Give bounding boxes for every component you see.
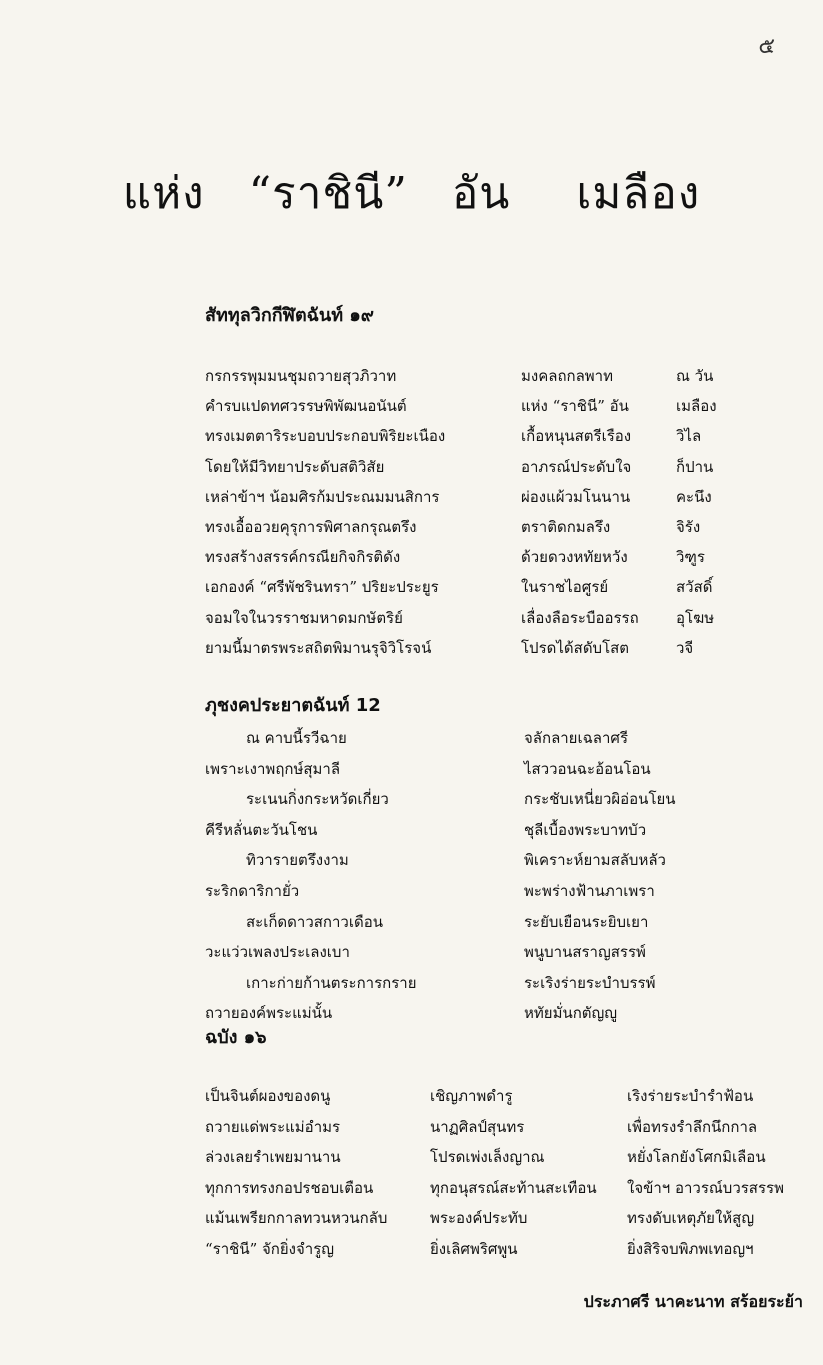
- verse-text: โปรดได้สดับโสต: [521, 638, 630, 657]
- verse-text: ทุกอนุสรณ์สะท้านสะเทือน: [430, 1178, 597, 1197]
- verse-text: จลักลายเฉลาศรี: [524, 729, 629, 747]
- verse-text: หทัยมั่นกตัญญู: [524, 1004, 618, 1023]
- verse-text: ด้วยดวงหทัยหวัง: [521, 548, 628, 567]
- verse-text: ทุกการทรงกอปรชอบเตือน: [205, 1178, 374, 1197]
- verse-text: สวัสดิ์: [676, 578, 713, 597]
- verse-text: ยิ่งเลิศพริศพูน: [430, 1240, 518, 1258]
- verse-text: แม้นเพรียกกาลทวนหวนกลับ: [205, 1209, 388, 1228]
- verse-text: หยั่งโลกยังโศกมิเลือน: [627, 1148, 766, 1167]
- verse-text: วจี: [676, 638, 694, 657]
- title-word: แห่ง: [122, 168, 205, 219]
- page-title: [0, 158, 823, 228]
- verse-text: แห่ง “ราชินี” อัน: [521, 397, 629, 416]
- verse-text: ทิวารายตรึงงาม: [246, 851, 349, 870]
- page-number: ๕: [758, 34, 775, 59]
- verse-text: ใจข้าฯ อาวรณ์บวรสรรพ: [627, 1178, 784, 1197]
- author-signature: ประภาศรี นาคะนาท สร้อยระย้า: [583, 1292, 803, 1311]
- verse-text: กรกรรพุมมนชุมถวายสุวภิวาท: [205, 367, 397, 385]
- verse-text: อุโฆษ: [676, 608, 715, 627]
- verse-text: ณ วัน: [676, 367, 714, 385]
- verse-text: ยิ่งสิริจบพิภพเทอญฯ: [627, 1240, 754, 1258]
- verse-text: ระเนนกิ่งกระหวัดเกี่ยว: [246, 790, 389, 809]
- verse-text: ถวายแด่พระแม่อำมร: [205, 1117, 341, 1136]
- section-heading-1: สัททุลวิกกีฬิตฉันท์ ๑๙: [205, 305, 374, 326]
- title-word: “ราชินี”: [248, 168, 408, 219]
- verse-text: ทรงสร้างสรรค์กรณียกิจกิรติดัง: [205, 548, 401, 567]
- verse-text: พะพร่างฟ้านภาเพรา: [524, 882, 655, 900]
- verse-text: วิไล: [676, 427, 702, 446]
- verse-text: วะแว่วเพลงประเลงเบา: [205, 943, 350, 962]
- verse-text: อาภรณ์ประดับใจ: [521, 457, 632, 476]
- verse-text: โปรดเพ่งเล็งญาณ: [430, 1148, 545, 1167]
- verse-text: นาฏศิลป์สุนทร: [430, 1117, 525, 1136]
- verse-text: จิรัง: [676, 518, 701, 536]
- verse-text: เมลือง: [676, 397, 717, 416]
- verse-text: เกื้อหนุนสตรีเรือง: [521, 427, 632, 446]
- verse-text: เป็นจินต์ผองของดนู: [205, 1087, 331, 1105]
- section-heading-3: ฉบัง ๑๖: [205, 1027, 267, 1048]
- verse-text: เลื่องลือระบืออรรถ: [521, 608, 639, 627]
- verse-text: โดยให้มีวิทยาประดับสติวิสัย: [205, 457, 385, 476]
- verse-text: คำรบแปดทศวรรษพิพัฒนอนันต์: [205, 397, 407, 416]
- verse-text: ตราติดกมลรึง: [521, 518, 611, 536]
- verse-text: เอกองค์ “ศรีพัชรินทรา” ปริยะประยูร: [205, 578, 439, 597]
- verse-text: จอมใจในวรราชมหาดมกษัตริย์: [205, 608, 403, 627]
- verse-text: เริงร่ายระบำรำฟ้อน: [627, 1087, 754, 1105]
- verse-text: ถวายองค์พระแม่นั้น: [205, 1004, 333, 1023]
- verse-text: ชุลีเบื้องพระบาทบัว: [524, 820, 647, 839]
- verse-text: ระยับเยือนระยิบเยา: [524, 912, 649, 931]
- verse-text: เหล่าข้าฯ น้อมศิรก้มประณมมนสิการ: [205, 487, 440, 506]
- section-heading-2: ภุชงคประยาตฉันท์ 12: [205, 695, 381, 716]
- verse-text: วิฑูร: [676, 548, 705, 567]
- verse-text: พิเคราะห์ยามสลับหลัว: [524, 851, 666, 870]
- verse-text: ทรงดับเหตุภัยให้สูญ: [627, 1209, 755, 1228]
- verse-text: คีรีหลั่นตะวันโชน: [205, 820, 318, 839]
- verse-text: พนูบานสราญสรรพ์: [524, 943, 646, 962]
- verse-text: กระชับเหนี่ยวผิอ่อนโยน: [524, 790, 676, 809]
- verse-text: ก็ปาน: [676, 457, 714, 476]
- verse-text: มงคลถกลพาท: [521, 367, 613, 385]
- verse-text: ผ่องแผ้วมโนนาน: [521, 487, 631, 506]
- verse-text: เกาะก่ายก้านตระการกราย: [246, 973, 417, 992]
- verse-text: “ราชินี” จักยิ่งจำรูญ: [205, 1240, 335, 1258]
- verse-text: ระริกดาริกายั่ว: [205, 882, 300, 900]
- verse-text: ณ คาบนี้รวีฉาย: [246, 729, 347, 747]
- verse-text: พระองค์ประทับ: [430, 1209, 528, 1228]
- verse-text: ยามนี้มาตรพระสถิตพิมานรุจิวิโรจน์: [205, 638, 432, 657]
- verse-text: ล่วงเลยรำเพยมานาน: [205, 1148, 341, 1167]
- verse-text: ระเริงร่ายระบำบรรพ์: [524, 973, 656, 992]
- verse-text: สะเก็ดดาวสกาวเดือน: [246, 912, 383, 931]
- title-word: เมลือง: [576, 168, 701, 219]
- verse-text: ไสววอนฉะอ้อนโอน: [524, 759, 651, 778]
- verse-text: เพื่อทรงรำลึกนึกกาล: [627, 1117, 758, 1136]
- verse-text: เชิญภาพดำรู: [430, 1087, 513, 1105]
- verse-text: ทรงเอื้ออวยคุรุการพิศาลกรุณตรึง: [205, 518, 417, 536]
- title-word: อัน: [451, 168, 511, 219]
- verse-text: คะนึง: [676, 487, 712, 506]
- verse-text: ในราชไอศูรย์: [521, 578, 609, 597]
- verse-text: ทรงเมตตาริระบอบประกอบพิริยะเนือง: [205, 427, 446, 446]
- verse-text: เพราะเงาพฤกษ์สุมาลี: [205, 759, 341, 778]
